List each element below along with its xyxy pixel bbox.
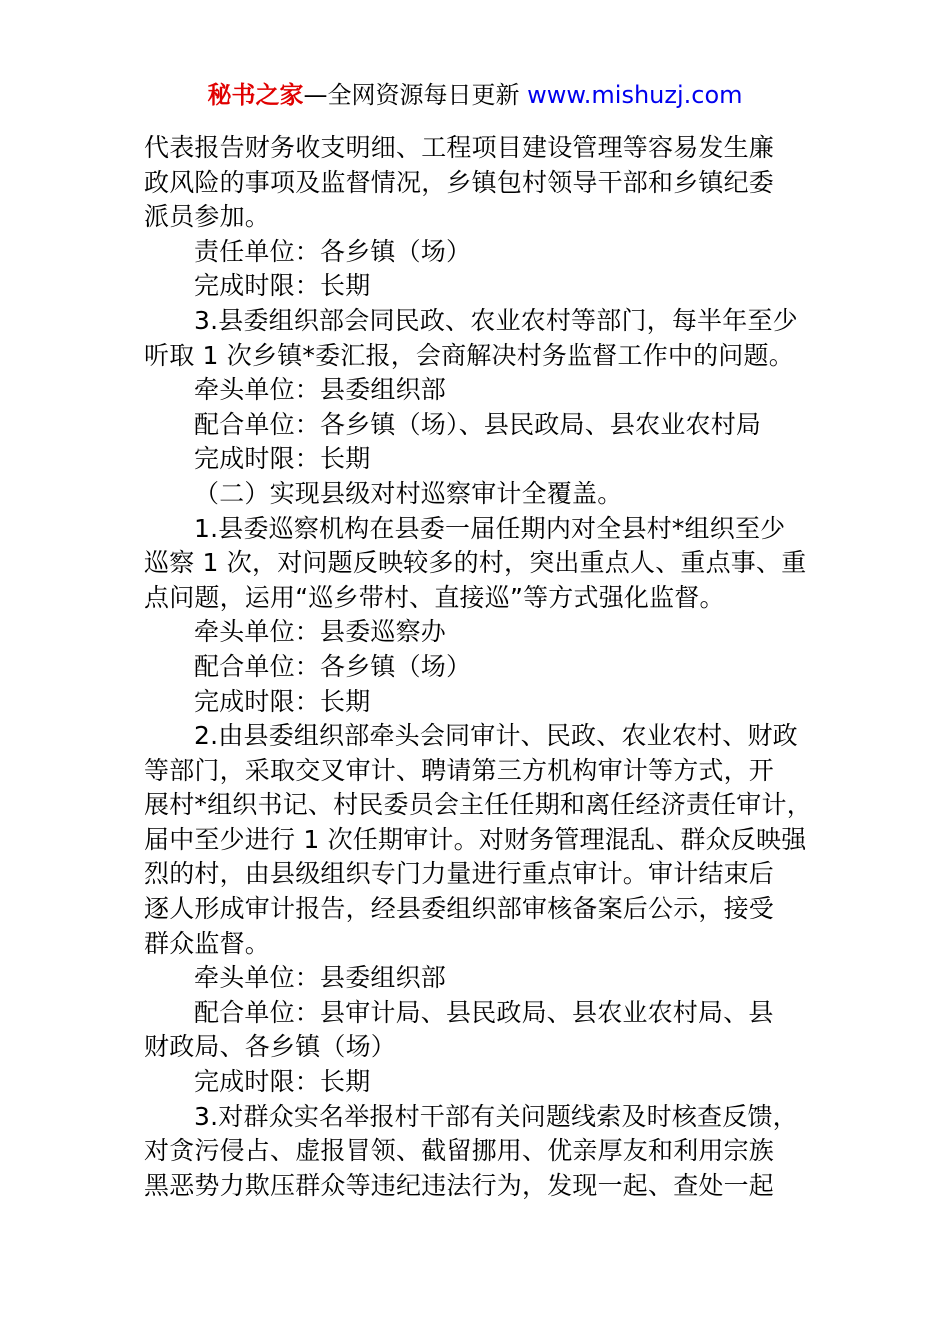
text-line: 展村*组织书记、村民委员会主任任期和离任经济责任审计， xyxy=(144,790,812,820)
text-line: 完成时限：长期 xyxy=(194,686,371,716)
text-line: 巡察 1 次，对问题反映较多的村，突出重点人、重点事、重 xyxy=(144,548,807,578)
text-line: 2.由县委组织部牵头会同审计、民政、农业农村、财政 xyxy=(194,721,798,751)
text-line: 届中至少进行 1 次任期审计。对财务管理混乱、群众反映强 xyxy=(144,824,807,854)
site-brand: 秘书之家 xyxy=(207,81,304,109)
text-line: 牵头单位：县委组织部 xyxy=(194,963,447,993)
text-line: 完成时限：长期 xyxy=(194,1067,371,1097)
text-line: 配合单位：县审计局、县民政局、县农业农村局、县 xyxy=(194,997,774,1027)
text-line: 3.对群众实名举报村干部有关问题线索及时核查反馈， xyxy=(194,1101,798,1131)
text-line: （二）实现县级对村巡察审计全覆盖。 xyxy=(194,478,623,508)
text-line: 黑恶势力欺压群众等违纪违法行为，发现一起、查处一起 xyxy=(144,1170,775,1200)
text-line: 牵头单位：县委组织部 xyxy=(194,375,447,405)
text-line: 完成时限：长期 xyxy=(194,271,371,301)
site-header xyxy=(0,78,950,112)
text-line: 逐人形成审计报告，经县委组织部审核备案后公示，接受 xyxy=(144,894,775,924)
text-line: 群众监督。 xyxy=(144,928,271,958)
text-line: 完成时限：长期 xyxy=(194,444,371,474)
text-line: 派员参加。 xyxy=(144,202,271,232)
text-line: 3.县委组织部会同民政、农业农村等部门，每半年至少 xyxy=(194,305,798,335)
text-line: 配合单位：各乡镇（场） xyxy=(194,651,472,681)
text-line: 点问题，运用“巡乡带村、直接巡”等方式强化监督。 xyxy=(144,582,725,612)
site-url-link[interactable]: www.mishuzj.com xyxy=(527,81,743,109)
site-tagline: —全网资源每日更新 xyxy=(303,81,528,109)
text-line: 对贪污侵占、虚报冒领、截留挪用、优亲厚友和利用宗族 xyxy=(144,1136,775,1166)
document-body xyxy=(144,131,816,1203)
text-line: 代表报告财务收支明细、工程项目建设管理等容易发生廉 xyxy=(144,133,775,162)
text-line: 责任单位：各乡镇（场） xyxy=(194,236,472,266)
text-line: 财政局、各乡镇（场） xyxy=(144,1032,397,1062)
text-line: 政风险的事项及监督情况，乡镇包村领导干部和乡镇纪委 xyxy=(144,167,775,197)
text-line: 等部门，采取交叉审计、聘请第三方机构审计等方式，开 xyxy=(144,755,775,785)
text-line: 听取 1 次乡镇*委汇报，会商解决村务监督工作中的问题。 xyxy=(144,340,794,370)
text-line: 1.县委巡察机构在县委一届任期内对全县村*组织至少 xyxy=(194,513,786,543)
text-line: 配合单位：各乡镇（场）、县民政局、县农业农村局 xyxy=(194,409,762,439)
text-line: 烈的村，由县级组织专门力量进行重点审计。审计结束后 xyxy=(144,859,775,889)
text-line: 牵头单位：县委巡察办 xyxy=(194,617,447,647)
